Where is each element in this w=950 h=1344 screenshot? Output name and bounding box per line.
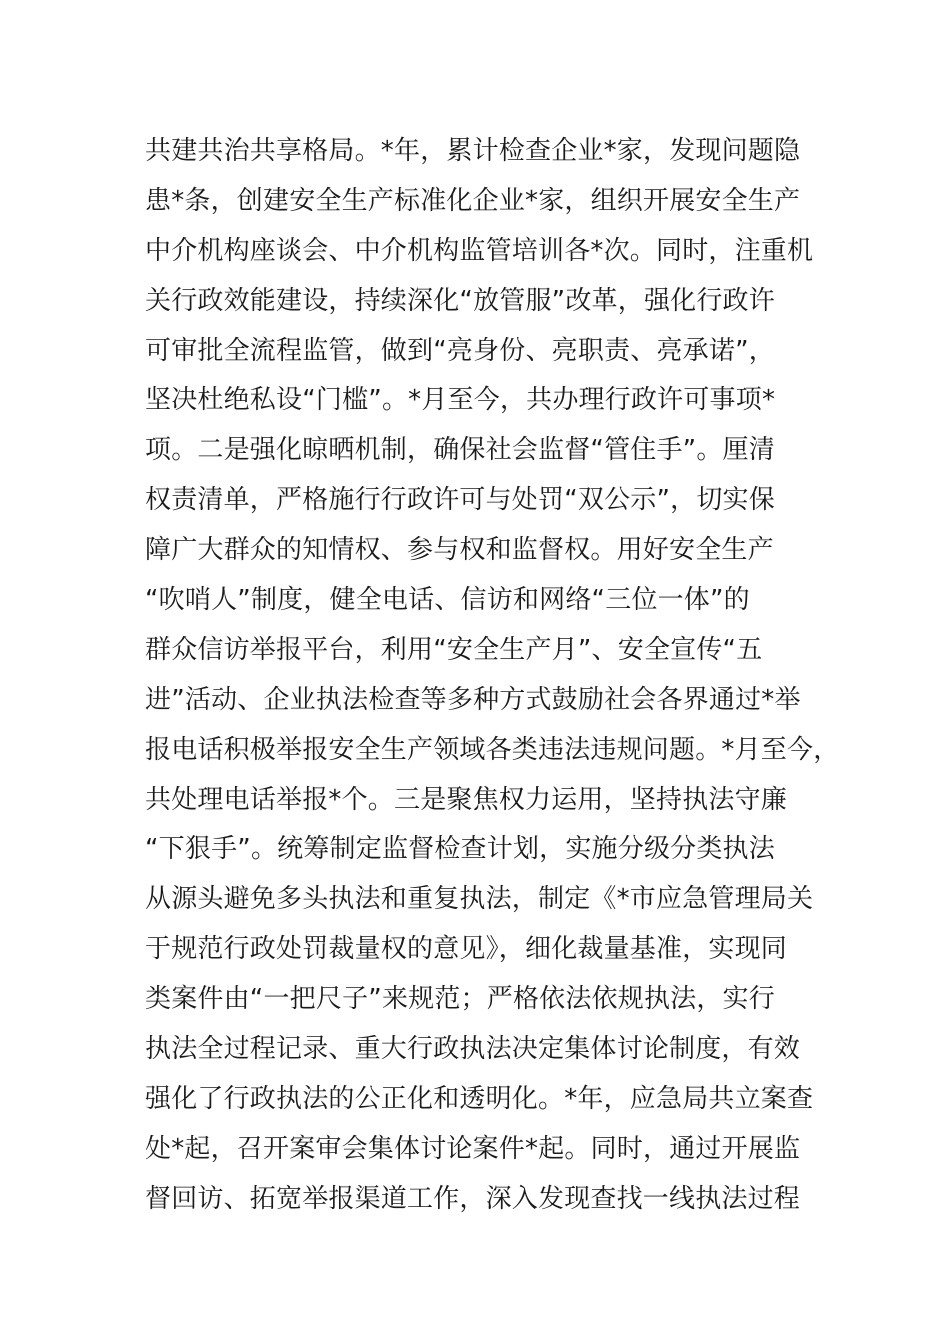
- text-line: 关行政效能建设，持续深化“放管服”改革，强化行政许: [145, 285, 775, 316]
- text-line: 进”活动、企业执法检查等多种方式鼓励社会各界通过*举: [145, 684, 801, 715]
- text-line: 群众信访举报平台，利用“安全生产月”、安全宣传“五: [145, 634, 763, 665]
- text-line: 类案件由“一把尺子”来规范；严格依法依规执法，实行: [145, 984, 775, 1015]
- text-line: 于规范行政处罚裁量权的意见》，细化裁量基准，实现同: [145, 934, 788, 965]
- text-line: “吹哨人”制度，健全电话、信访和网络“三位一体”的: [145, 585, 750, 616]
- text-line: 从源头避免多头执法和重复执法，制定《*市应急管理局关: [145, 884, 814, 915]
- text-line: 患*条，创建安全生产标准化企业*家，组织开展安全生产: [145, 185, 801, 216]
- text-line: 强化了行政执法的公正化和透明化。*年，应急局共立案查: [145, 1083, 814, 1114]
- text-line: 权责清单，严格施行行政许可与处罚“双公示”，切实保: [145, 485, 775, 516]
- text-line: 可审批全流程监管，做到“亮身份、亮职责、亮承诺”，: [145, 335, 775, 366]
- text-line: 执法全过程记录、重大行政执法决定集体讨论制度，有效: [145, 1034, 801, 1065]
- body-paragraph: [145, 127, 840, 1225]
- text-line: 督回访、拓宽举报渠道工作，深入发现查找一线执法过程: [145, 1183, 801, 1214]
- text-line: 坚决杜绝私设“门槛”。*月至今，共办理行政许可事项*: [145, 385, 776, 416]
- text-line: “下狠手”。统筹制定监督检查计划，实施分级分类执法: [145, 834, 775, 865]
- text-line: 共建共治共享格局。*年，累计检查企业*家，发现问题隐: [145, 136, 801, 166]
- text-line: 项。二是强化晾晒机制，确保社会监督“管住手”。厘清: [145, 435, 775, 466]
- text-line: 障广大群众的知情权、参与权和监督权。用好安全生产: [145, 535, 774, 566]
- text-line: 报电话积极举报安全生产领域各类违法违规问题。*月至今，: [145, 734, 840, 765]
- text-line: 中介机构座谈会、中介机构监管培训各*次。同时，注重机: [145, 235, 814, 266]
- text-line: 共处理电话举报*个。三是聚焦权力运用，坚持执法守廉: [145, 784, 788, 815]
- text-line: 处*起，召开案审会集体讨论案件*起。同时，通过开展监: [145, 1133, 801, 1164]
